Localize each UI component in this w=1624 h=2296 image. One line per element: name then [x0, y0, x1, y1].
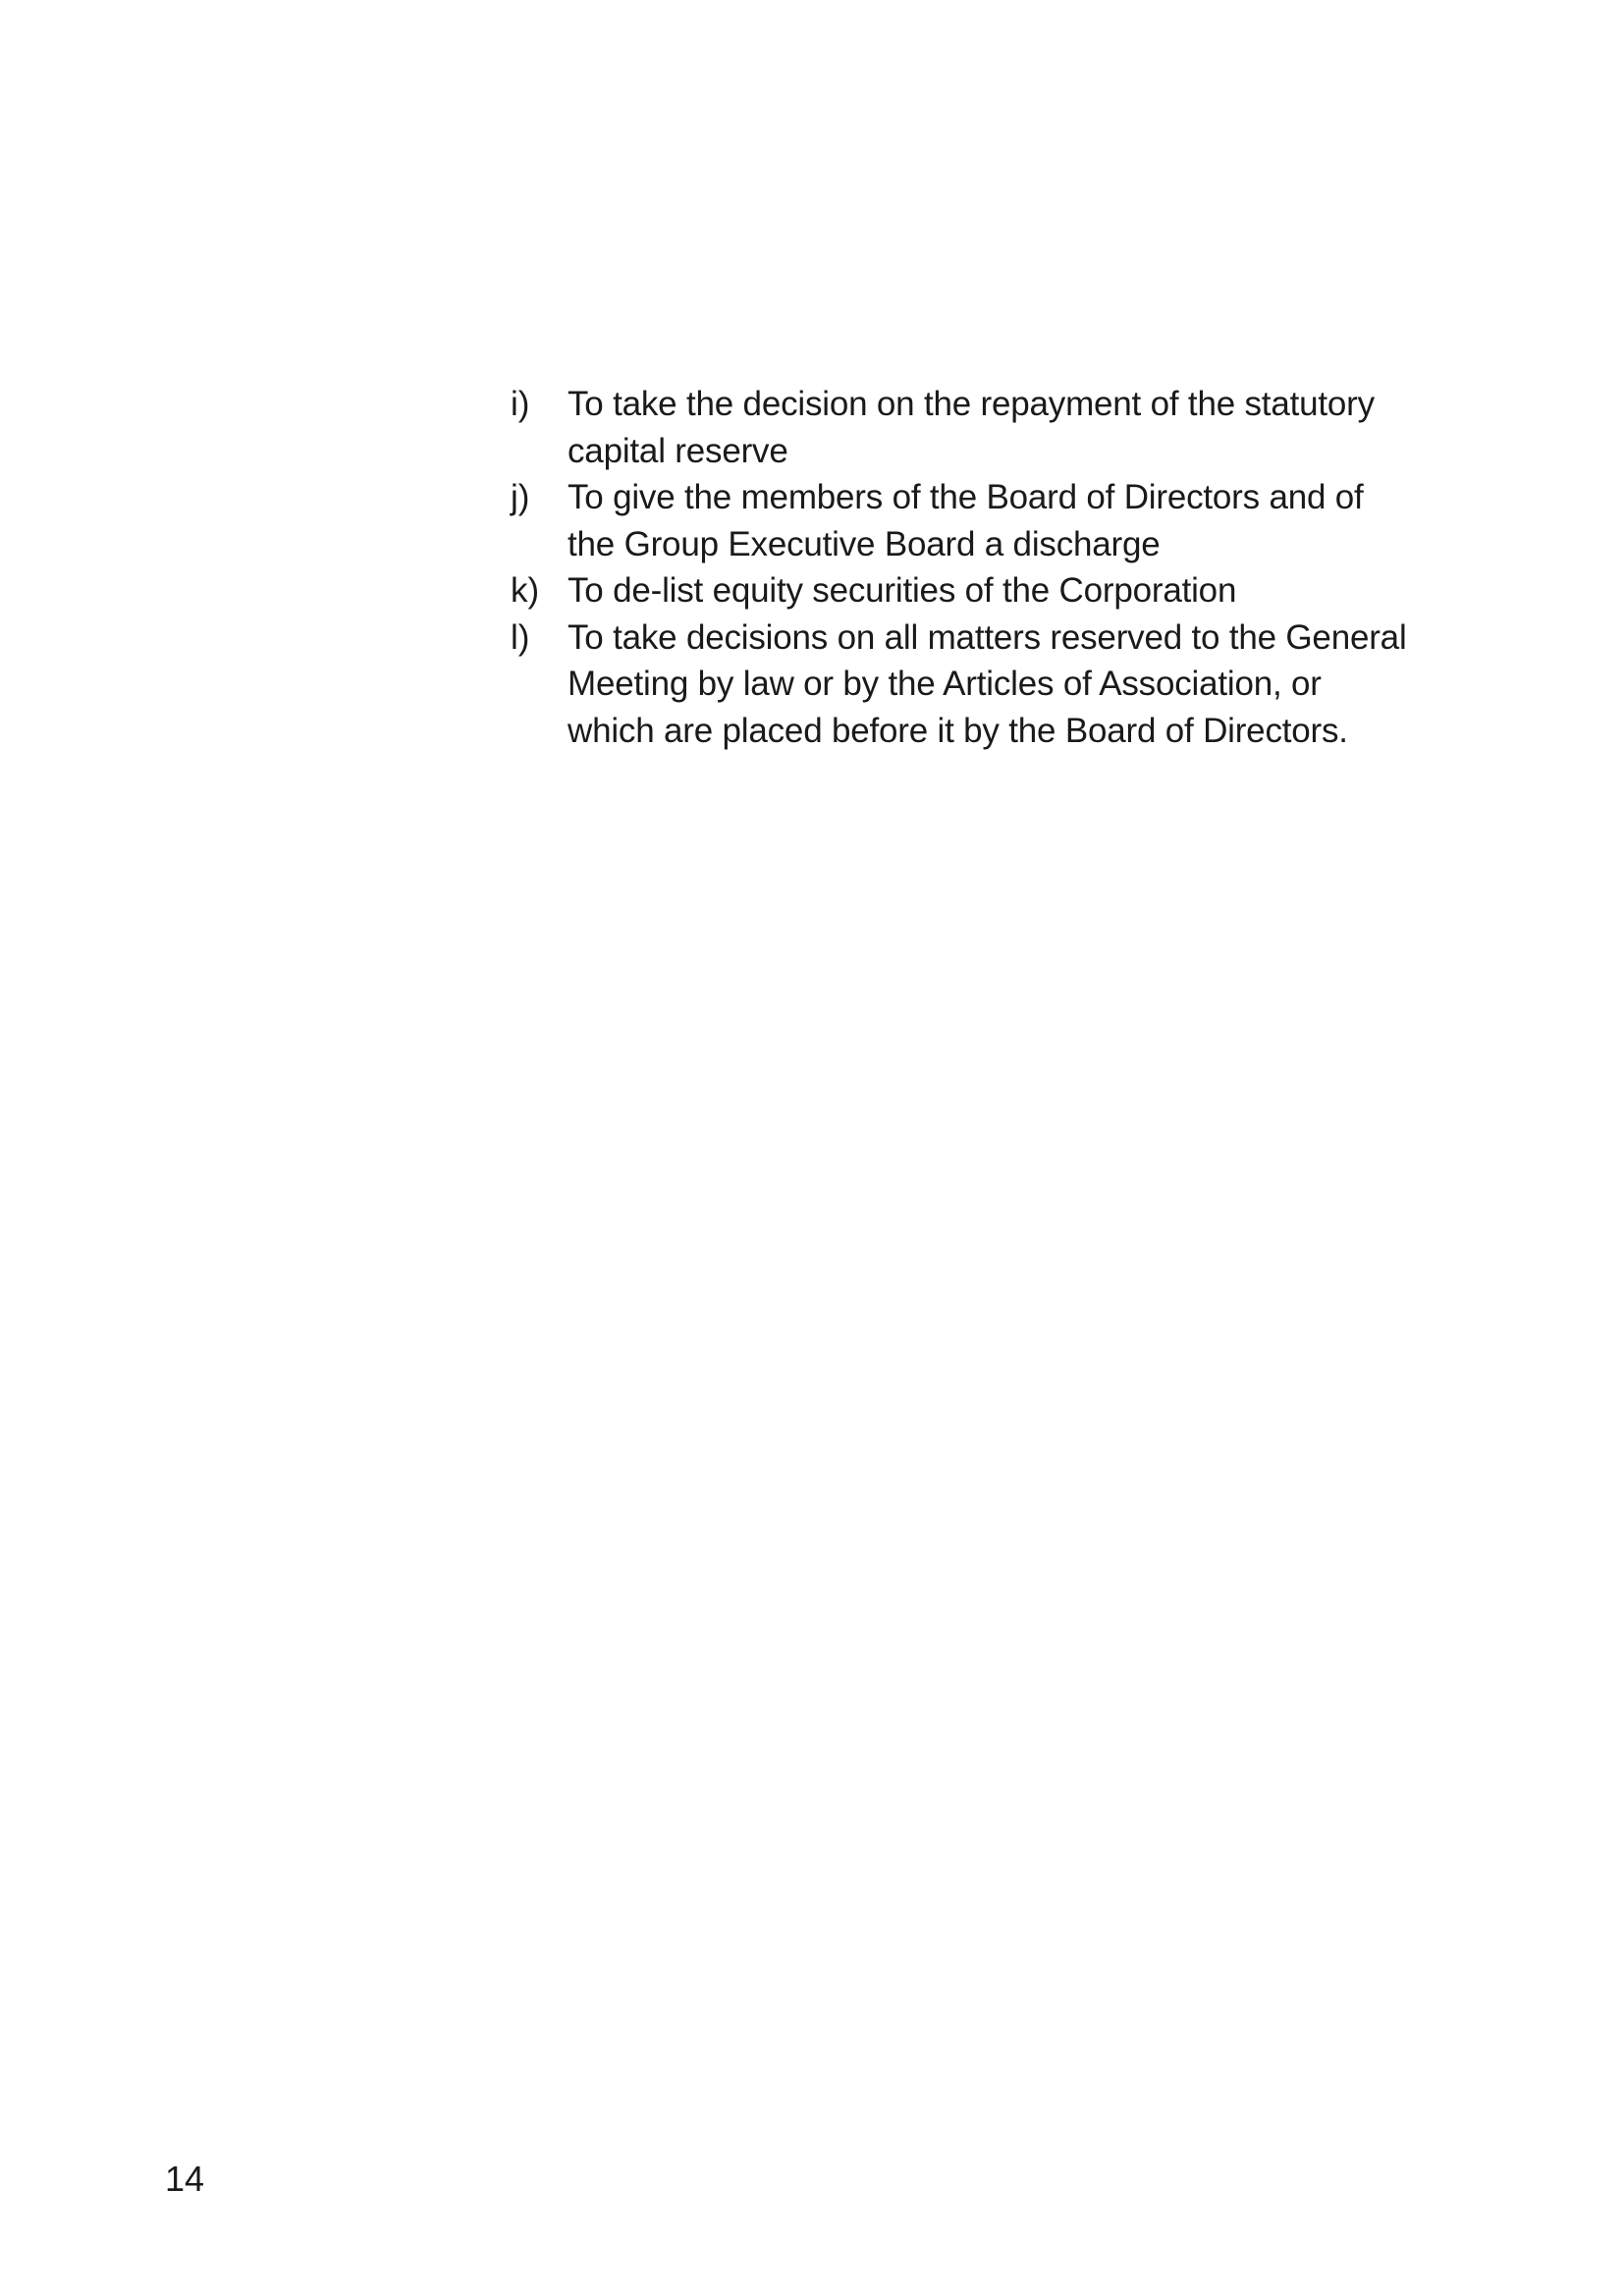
list-item-marker: j) — [511, 478, 530, 516]
list-item-text — [568, 474, 1453, 567]
page-number: 14 — [165, 2159, 205, 2199]
list-item-text — [568, 381, 1453, 474]
list-item-line: To give the members of the Board of Directors and of — [568, 478, 1364, 516]
list-item — [511, 614, 1453, 755]
list-item — [511, 567, 1453, 614]
list-item-text — [568, 567, 1453, 614]
list-item-line: which are placed before it by the Board of Directors. — [568, 711, 1348, 750]
list-item — [511, 381, 1453, 474]
resolution-list — [511, 381, 1453, 754]
list-item-line: To take the decision on the repayment of the statutory — [568, 385, 1375, 423]
list-item-marker: i) — [511, 385, 530, 423]
list-item-line: capital reserve — [568, 431, 788, 470]
list-item-line: To take decisions on all matters reserved to the General — [568, 617, 1407, 657]
list-item-marker: l) — [511, 617, 530, 657]
list-item — [511, 474, 1453, 567]
list-item-line: the Group Executive Board a discharge — [568, 524, 1161, 563]
list-item-line: Meeting by law or by the Articles of Association, or — [568, 665, 1322, 703]
list-item-text — [568, 614, 1453, 755]
list-item-line: To de-list equity securities of the Corporation — [568, 571, 1237, 610]
list-item-marker: k) — [511, 571, 540, 610]
